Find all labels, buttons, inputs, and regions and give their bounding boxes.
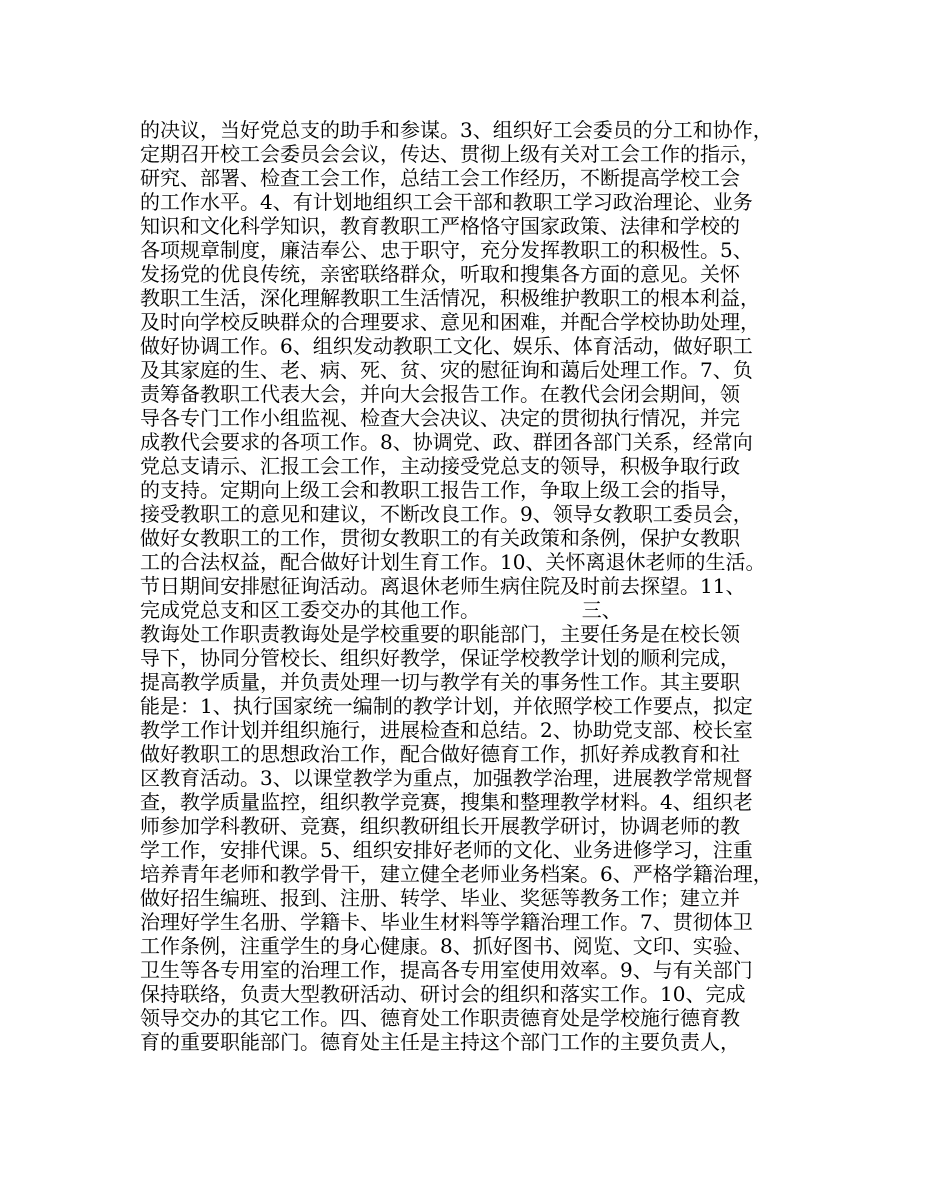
body-text [140,118,820,1054]
text-line: 学工作，安排代课。5、组织安排好老师的文化、业务进修学习，注重 [140,838,753,862]
text-line: 接受教职工的意见和建议，不断改良工作。9、领导女教职工委员会， [140,502,753,526]
text-line: 教学工作计划并组织施行，进展检查和总结。2、协助党支部、校长室 [140,718,753,742]
text-line: 育的重要职能部门。德育处主任是主持这个部门工作的主要负责人， [140,1030,740,1054]
text-line: 保持联络，负责大型教研活动、研讨会的组织和落实工作。10、完成 [140,982,746,1006]
text-line: 各项规章制度，廉洁奉公、忠于职守，充分发挥教职工的积极性。5、 [140,238,753,262]
text-line: 做好教职工的思想政治工作，配合做好德育工作，抓好养成教育和社 [140,742,740,766]
text-line: 教诲处工作职责教诲处是学校重要的职能部门，主要任务是在校长领 [140,622,740,646]
text-line: 研究、部署、检查工会工作，总结工会工作经历，不断提高学校工会 [140,166,740,190]
text-line: 做好协调工作。6、组织发动教职工文化、娱乐、体育活动，做好职工 [140,334,753,358]
text-line: 培养青年老师和教学骨干，建立健全老师业务档案。6、严格学籍治理， [140,862,773,886]
text-line: 及其家庭的生、老、病、死、贫、灾的慰征询和蔼后处理工作。7、负 [140,358,753,382]
text-line: 定期召开校工会委员会会议，传达、贯彻上级有关对工会工作的指示， [140,142,760,166]
text-line: 知识和文化科学知识，教育教职工严格恪守国家政策、法律和学校的 [140,214,740,238]
text-line: 发扬党的优良传统，亲密联络群众，听取和搜集各方面的意见。关怀 [140,262,740,286]
text-line: 党总支请示、汇报工会工作，主动接受党总支的领导，积极争取行政 [140,454,740,478]
text-line: 及时向学校反映群众的合理要求、意见和困难，并配合学校协助处理， [140,310,760,334]
text-line: 治理好学生名册、学籍卡、毕业生材料等学籍治理工作。7、贯彻体卫 [140,910,753,934]
text-line: 卫生等各专用室的治理工作，提高各专用室使用效率。9、与有关部门 [140,958,753,982]
text-line: 的决议，当好党总支的助手和参谋。3、组织好工会委员的分工和协作， [140,118,773,142]
text-line: 做好招生编班、报到、注册、转学、毕业、奖惩等教务工作；建立并 [140,886,740,910]
text-line: 师参加学科教研、竞赛，组织教研组长开展教学研讨，协调老师的教 [140,814,740,838]
text-line: 节日期间安排慰征询活动。离退休老师生病住院及时前去探望。11、 [140,574,746,598]
text-line: 能是：1、执行国家统一编制的教学计划，并依照学校工作要点，拟定 [140,694,753,718]
text-line: 导下，协同分管校长、组织好教学，保证学校教学计划的顺利完成， [140,646,740,670]
text-line: 教职工生活，深化理解教职工生活情况，积极维护教职工的根本利益， [140,286,760,310]
text-line: 查，教学质量监控，组织教学竞赛，搜集和整理教学材料。4、组织老 [140,790,753,814]
text-line: 做好女教职工的工作，贯彻女教职工的有关政策和条例，保护女教职 [140,526,740,550]
text-line: 提高教学质量，并负责处理一切与教学有关的事务性工作。其主要职 [140,670,740,694]
text-line: 导各专门工作小组监视、检查大会决议、决定的贯彻执行情况，并完 [140,406,740,430]
text-line: 的工作水平。4、有计划地组织工会干部和教职工学习政治理论、业务 [140,190,753,214]
text-line: 成教代会要求的各项工作。8、协调党、政、群团各部门关系，经常向 [140,430,753,454]
text-line: 工的合法权益，配合做好计划生育工作。10、关怀离退休老师的生活。 [140,550,766,574]
text-line: 完成党总支和区工委交办的其他工作。 三、 [140,598,622,622]
text-line: 责筹备教职工代表大会，并向大会报告工作。在教代会闭会期间，领 [140,382,740,406]
text-line: 区教育活动。3、以课堂教学为重点，加强教学治理，进展教学常规督 [140,766,753,790]
text-line: 领导交办的其它工作。四、德育处工作职责德育处是学校施行德育教 [140,1006,740,1030]
text-line: 工作条例，注重学生的身心健康。8、抓好图书、阅览、文印、实验、 [140,934,753,958]
text-line: 的支持。定期向上级工会和教职工报告工作，争取上级工会的指导， [140,478,740,502]
